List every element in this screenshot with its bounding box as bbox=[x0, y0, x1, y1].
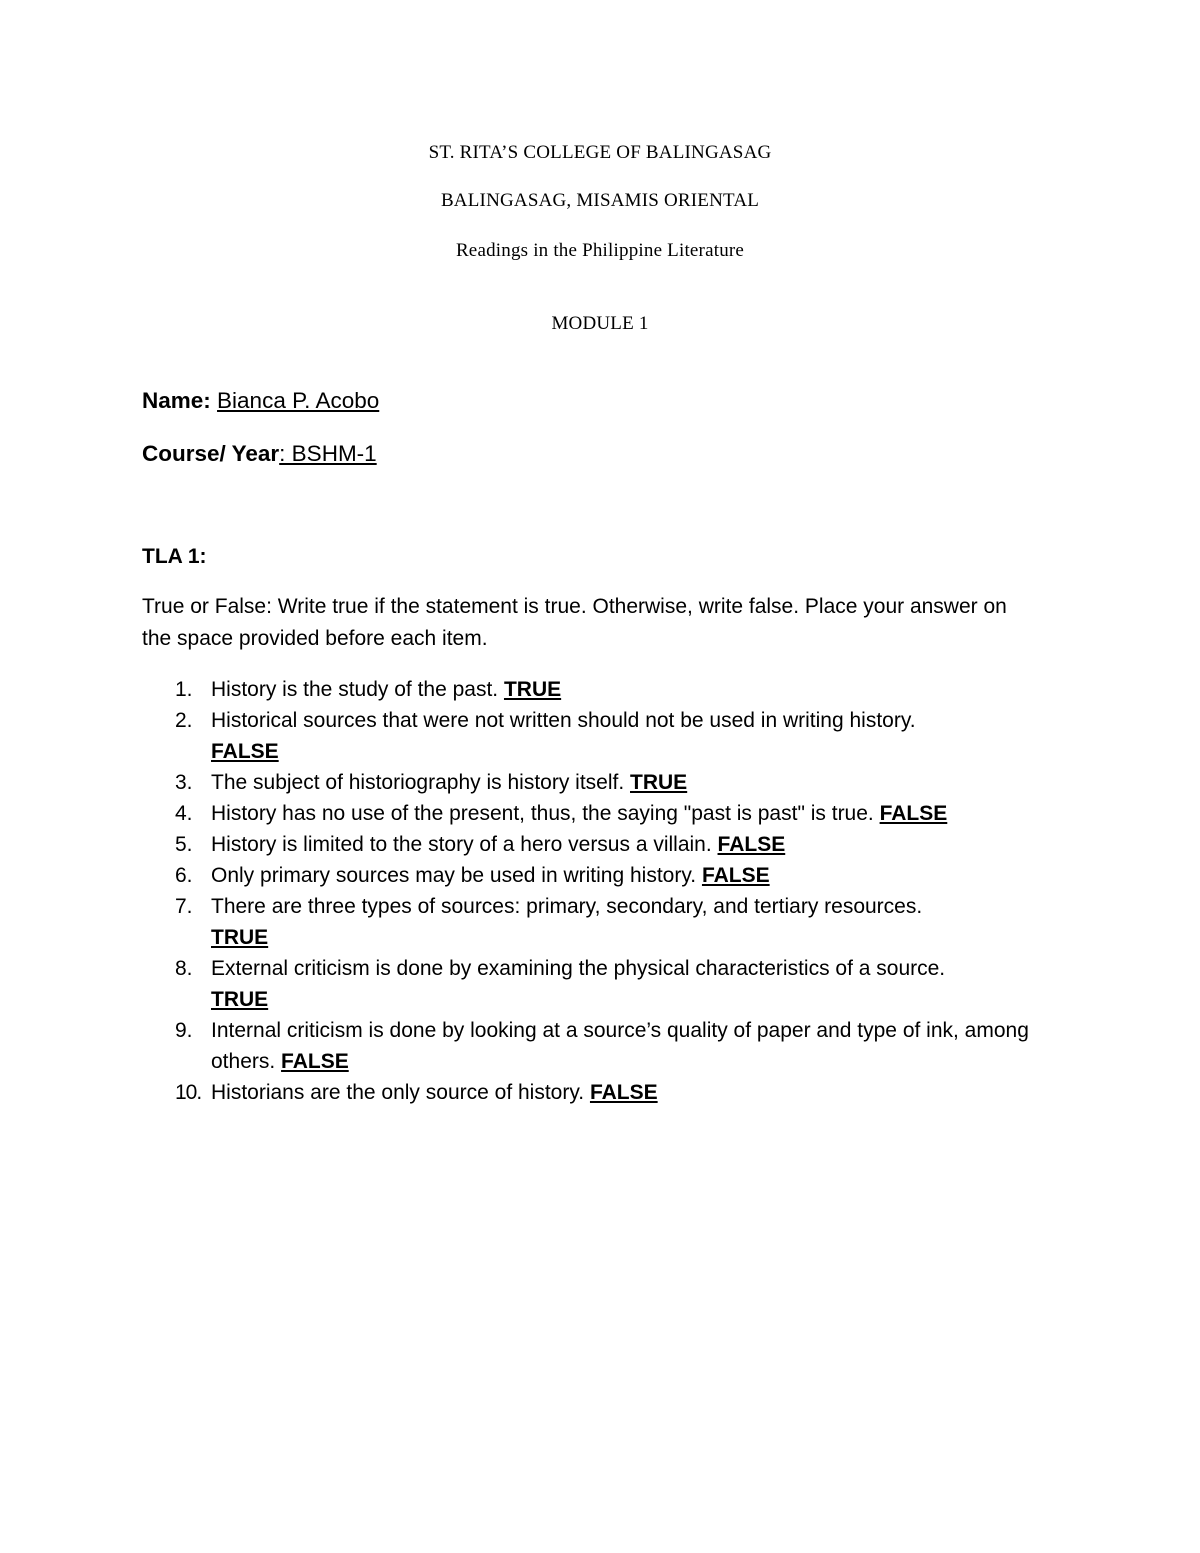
item-number: 8. bbox=[175, 957, 193, 980]
item-text: External criticism is done by examining the physical characteristics of a source. bbox=[211, 957, 946, 980]
item-number: 2. bbox=[175, 709, 193, 732]
item-number: 3. bbox=[175, 771, 193, 794]
list-item bbox=[142, 674, 1072, 705]
item-text: Only primary sources may be used in writing history. bbox=[211, 864, 702, 887]
student-name-label: Name: bbox=[142, 388, 218, 413]
item-text: History is the study of the past. bbox=[211, 678, 504, 701]
item-answer: TRUE bbox=[211, 988, 269, 1011]
list-item bbox=[142, 767, 1072, 798]
item-number: 1. bbox=[175, 678, 193, 701]
item-text: Internal criticism is done by looking at a source’s quality of paper and type of ink, among others. bbox=[211, 1019, 1029, 1073]
item-answer: TRUE bbox=[211, 926, 269, 949]
list-item bbox=[142, 860, 1072, 891]
list-item bbox=[142, 705, 1072, 767]
item-answer: FALSE bbox=[281, 1050, 349, 1073]
item-text: Historical sources that were not written should not be used in writing history. bbox=[211, 709, 916, 732]
list-item bbox=[142, 953, 1072, 1015]
school-name: ST. RITA’S COLLEGE OF BALINGASAG bbox=[428, 142, 772, 163]
item-text: There are three types of sources: primary, secondary, and tertiary resources. bbox=[211, 895, 923, 918]
course-year-label: Course/ Year bbox=[142, 441, 280, 466]
item-answer: FALSE bbox=[717, 833, 786, 856]
course-year-value: : BSHM-1 bbox=[279, 441, 377, 466]
student-name-field bbox=[142, 388, 379, 414]
item-answer: FALSE bbox=[879, 802, 948, 825]
question-list bbox=[142, 674, 1072, 1108]
module-title: MODULE 1 bbox=[551, 313, 649, 334]
course-year-field bbox=[142, 441, 377, 467]
subject-title: Readings in the Philippine Literature bbox=[455, 240, 745, 261]
item-text: History has no use of the present, thus, the saying "past is past" is true. bbox=[211, 802, 880, 825]
item-number: 4. bbox=[175, 802, 193, 825]
student-name-value: Bianca P. Acobo bbox=[217, 388, 380, 413]
list-item bbox=[142, 798, 1072, 829]
item-answer: TRUE bbox=[503, 678, 562, 701]
item-number: 10. bbox=[175, 1081, 202, 1104]
activity-title: TLA 1: bbox=[142, 545, 207, 568]
list-item bbox=[142, 829, 1072, 860]
item-number: 9. bbox=[175, 1019, 193, 1042]
item-text: History is limited to the story of a hero versus a villain. bbox=[211, 833, 718, 856]
item-answer: FALSE bbox=[589, 1081, 658, 1104]
item-number: 6. bbox=[175, 864, 193, 887]
school-location: BALINGASAG, MISAMIS ORIENTAL bbox=[440, 190, 760, 211]
item-answer: FALSE bbox=[211, 740, 279, 763]
list-item bbox=[142, 891, 1072, 953]
item-answer: FALSE bbox=[701, 864, 770, 887]
activity-instructions: True or False: Write true if the statement is true. Otherwise, write false. Place your answer on the space provided before each item. bbox=[142, 595, 1007, 650]
item-text: The subject of historiography is history itself. bbox=[211, 771, 631, 794]
item-number: 7. bbox=[175, 895, 193, 918]
item-answer: TRUE bbox=[630, 771, 688, 794]
item-number: 5. bbox=[175, 833, 193, 856]
list-item bbox=[142, 1015, 1072, 1077]
item-text: Historians are the only source of history. bbox=[211, 1081, 590, 1104]
list-item bbox=[142, 1077, 1072, 1108]
